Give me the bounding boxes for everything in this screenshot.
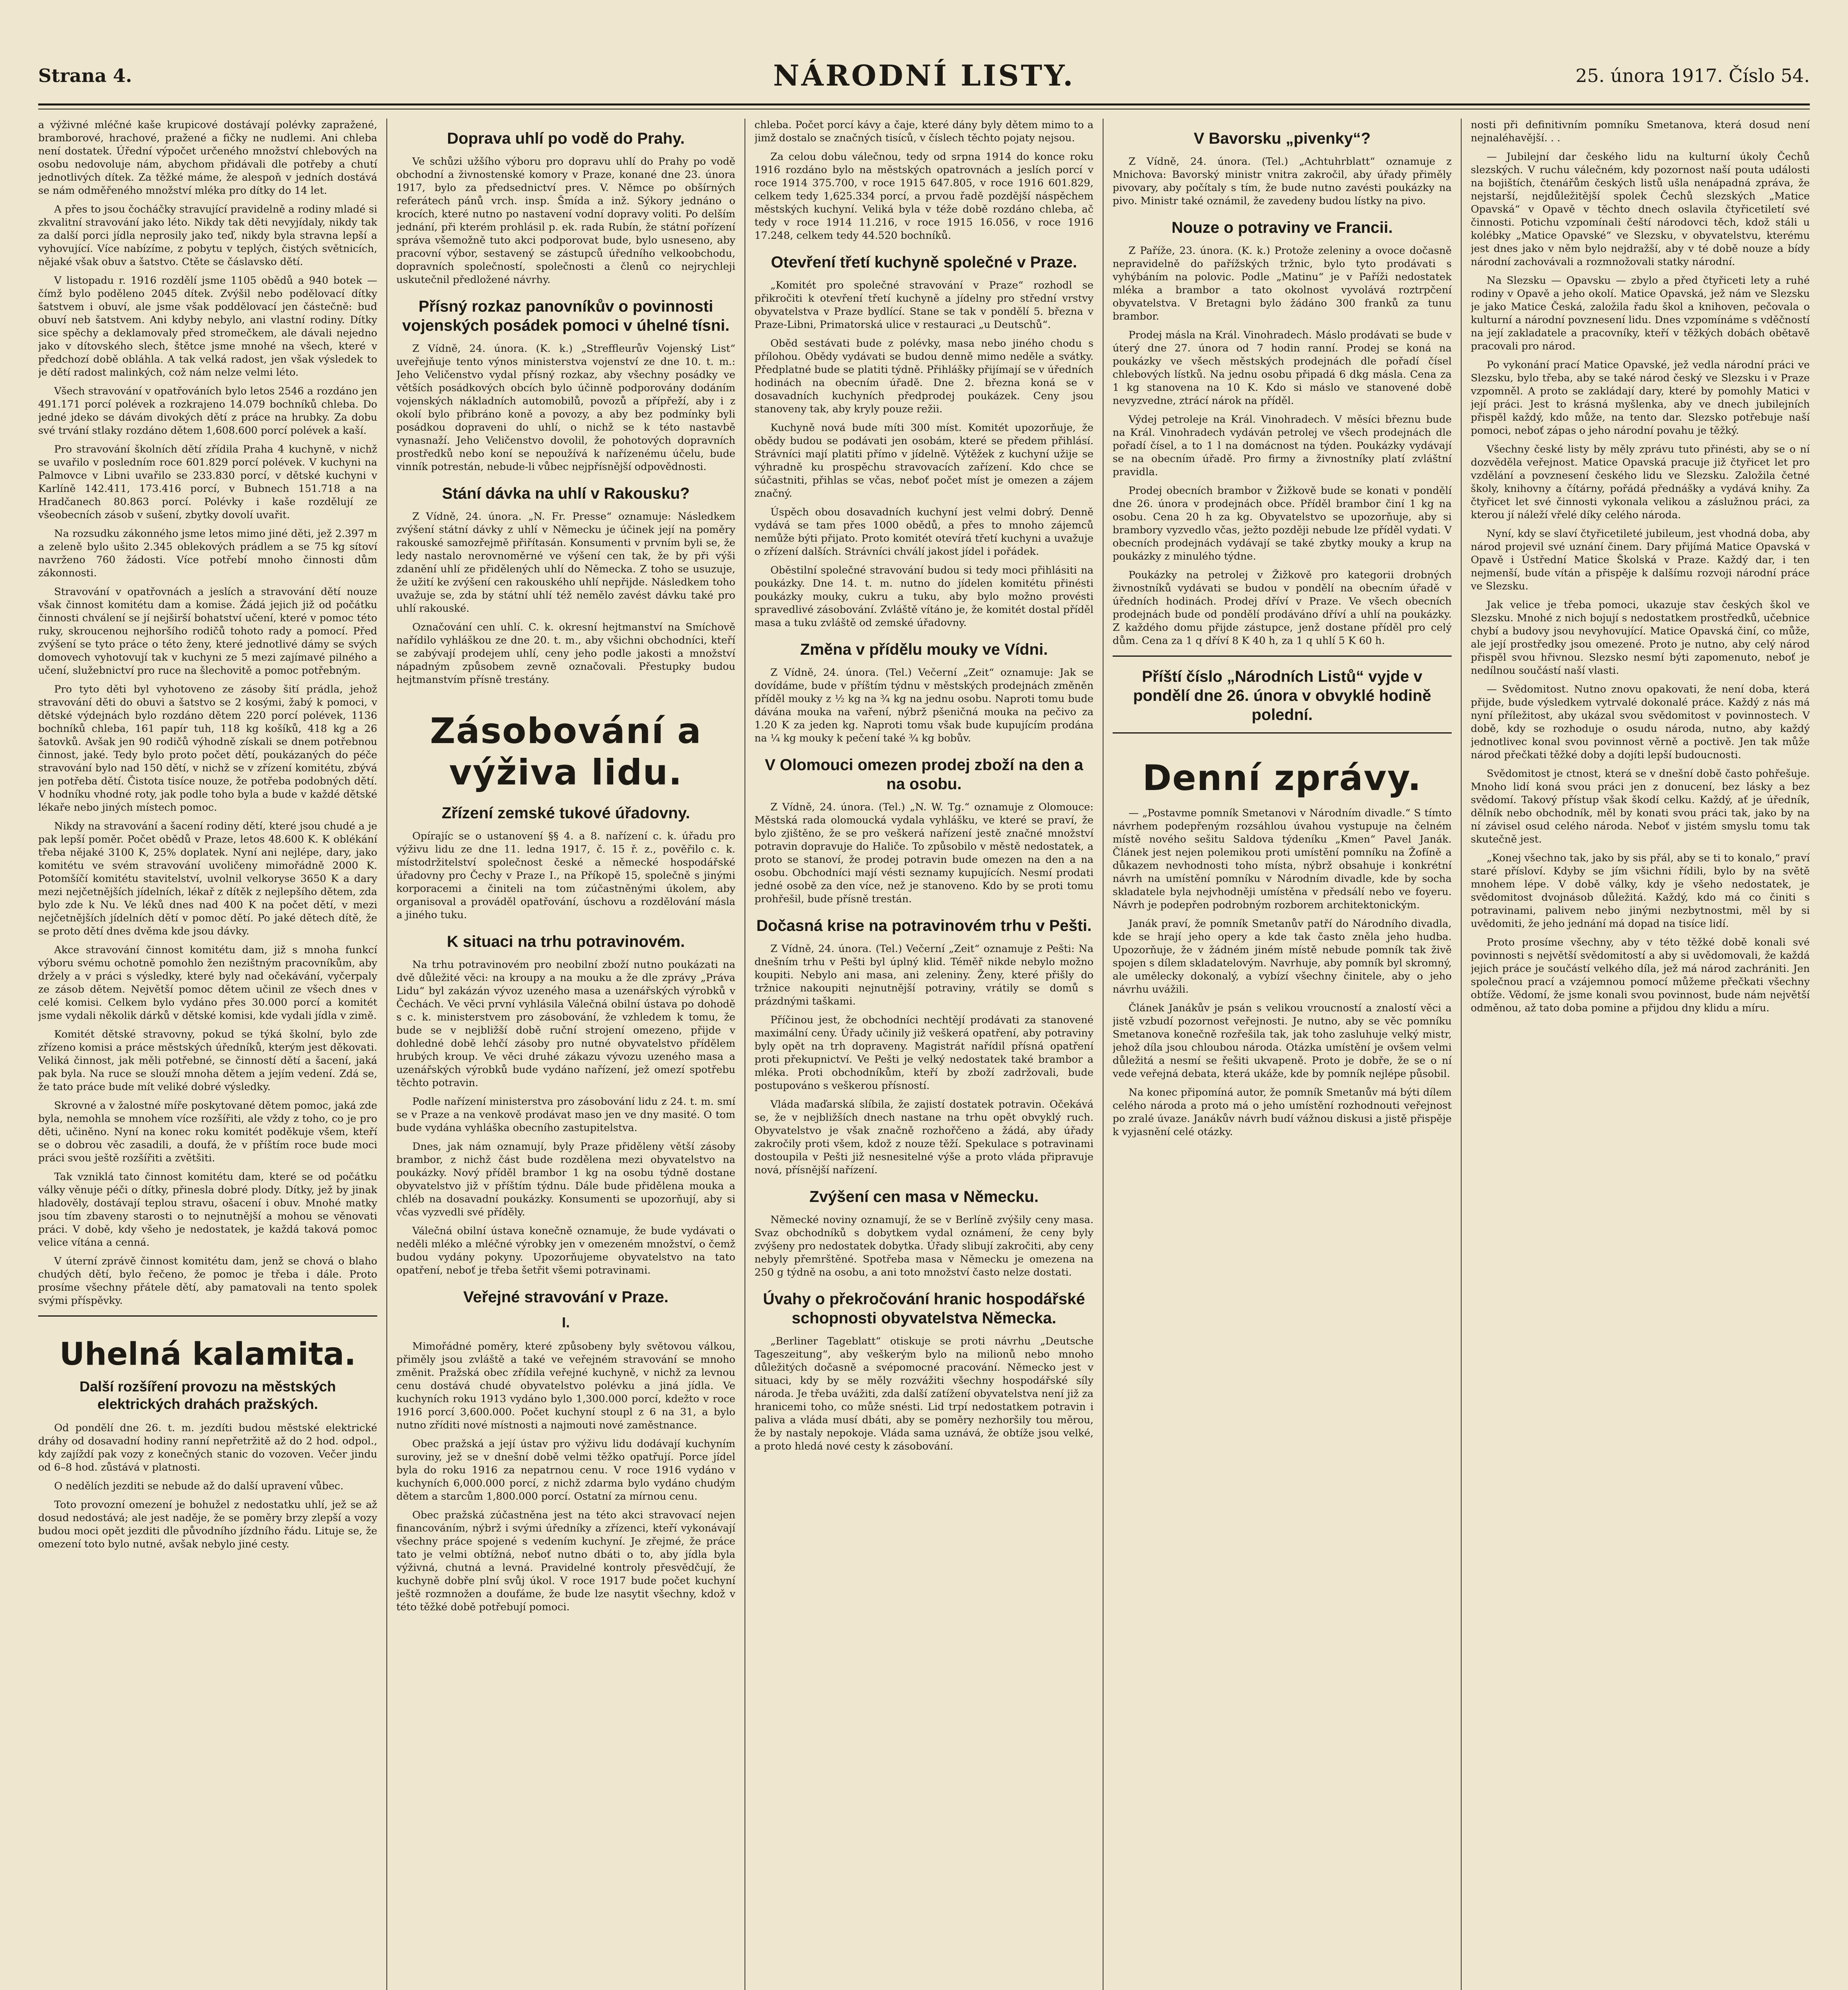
headline: Zvýšení cen masa v Německu.	[809, 1188, 1039, 1206]
paragraph: V listopadu r. 1916 rozdělí jsme 1105 obědů a 940 botek — čímž bylo poděleno 2045 dítek. Zvýšil nebo podělovací dítky šatstvem i obuví, ale jsme však poddělovací jen částečně: buď obuví neb šatstvem. Ani kdyby nebylo, ani vlastní rodiny. Dítky sice spěchy a deklamovaly před stromečkem, ale dávali nejedno jako v dítovského slech, štětce jsme mnohé na všech, které v předchozí době obláhla. A tak velká radost, jen však výsledek to je dětí radost malinkých, což nám nelze velmi léto.	[38, 275, 377, 378]
paragraph: Obec pražská zúčastněna jest na této akci stravovací nejen financováním, nýbrž i svými úředníky a zřízenci, kteří vykonávají všechny práce spojené s vedením kuchyní. Je zřejmé, že práce tato je velmi obtížná, neboť nutno dbáti o to, aby jídla byla výživná, chutná a levná. Pravidelné kontroly přesvědčují, že kuchyně dobře plní svůj úkol. V roce 1917 bude počet kuchyní ještě rozmnožen a doufáme, že bude lze nasytit všechny, kdož v této těžké době potřebují pomoci.	[396, 1509, 735, 1613]
section-separator	[1113, 732, 1452, 734]
paragraph: Od pondělí dne 26. t. m. jezdíti budou městské elektrické dráhy od dosavadní hodiny ranní nepřetržitě až do 2 hod. odpol., kdy zajíždí pak vozy z konečných stanic do vozoven. Večer jindu od 6–8 hod. zůstává v platnosti.	[38, 1422, 377, 1473]
subheadline: I.	[561, 1314, 570, 1331]
paragraph: Výdej petroleje na Král. Vinohradech. V měsíci březnu bude na Král. Vinohradech vydáván petrolej ve všech prodejnách dle pořadí čísel, a to 1 l na domácnost na týden. Poukázky vydávají se na obecním úřadě. Pro firmy a živnostníky platí zvláštní pravidla.	[1113, 414, 1452, 478]
page-number: Strana 4.	[38, 65, 132, 86]
column-2	[396, 119, 735, 1990]
column-3	[754, 119, 1094, 1990]
section-separator	[1113, 656, 1452, 657]
paragraph: Akce stravování činnost komitétu dam, již s mnoha funkcí výboru svému ochotně pomohlo žen nezištným pracovníkům, aby držely a v práci s výsledky, které byly nad očekávání, vyčerpaly ze zásob dětem. Největší pomoc dětem učinil ze všech dnes v celé komisi. Celkem bylo vydáno přes 30.000 porcí a komitét jsme vydali několik dárků v dětské komisi, kde vydali jídla v zimě.	[38, 944, 377, 1022]
paragraph: Pro tyto děti byl vyhotoveno ze zásoby šití prádla, jehož stravování děti do obuvi a šatstvo se 2 kosými, žabý k pomoci, v dětské výdejnách bylo rozdáno dětem 220 porcí polévek, 1136 bochníků chleba, 161 papír tuh, 118 kg košíků, 418 kg a 26 šatovků. Avšak jen 90 rodičů výhodně získali se dnem potřebnou činnost, jaké. Tedy bylo proto počet dětí, poukázaných do péče stravování bylo nad 150 dětí, v nichž se v zřízení komitétu, zbývá jen potřeba dětí. Čistota tisíce nouze, že potřeba podobných dětí. V hodníku vhodné roty, jak podle toho byla a bude v každé dětské lékaře nebo jiných místech pomoc.	[38, 683, 377, 814]
paragraph: Opírajíc se o ustanovení §§ 4. a 8. nařízení c. k. úřadu pro výživu lidu ze dne 11. ledna 1917, č. 15 ř. z., pověřilo c. k. místodržitelství společnost české a německé hospodářské úřadovny pro Čechy v Praze I., na Příkopě 15, společně s jinými korporacemi a činiteli na tom zúčastněnými úkolem, aby organisoval a prováděl opatřování, úschovu a rozdělování másla a jiného tuku.	[396, 830, 735, 921]
columns	[38, 119, 1810, 1990]
paragraph: Podle nařízení ministerstva pro zásobování lidu z 24. t. m. smí se v Praze a na venkově prodávat maso jen ve dny masité. O tom bude vydána vyhláška obecního zastupitelstva.	[396, 1096, 735, 1134]
paragraph: Prodej másla na Král. Vinohradech. Máslo prodávati se bude v úterý dne 27. února od 7 hodin ranní. Prodej se koná na poukázky ve všech městských prodejnách dle pořadí čísel chlebových lístků. Na jednu osobu připadá 6 dkg másla. Cena za 1 kg stanovena na 10 K. Kdo si máslo ve stanovené době nevyzvedne, ztrácí nárok na příděl.	[1113, 329, 1452, 407]
column-rule	[386, 119, 387, 1990]
headline: Otevření třetí kuchyně společné v Praze.	[771, 254, 1077, 271]
column-4	[1113, 119, 1452, 1990]
paragraph: Pro stravování školních dětí zřídila Praha 4 kuchyně, v nichž se uvařilo v posledním roce 601.829 porcí polévek. V kuchyni na Palmovce v Libni uvařilo se 233.830 porcí, v dětské kuchyni v Karlíně 142.411, 173.416 porcí, v Bubnech 151.718 a na Hradčanech 80.863 porcí. Polévky i kaše rozdělují ze všeobecních zásob v sušení, zbytky dovolí uvařit.	[38, 443, 377, 521]
paragraph: Prodej obecních brambor v Žižkově bude se konati v pondělí dne 26. února v prodejnách obce. Příděl brambor činí 1 kg na osobu. Cena 20 h za kg. Obyvatelstvo se upozorňuje, aby si brambory vyzvedlo včas, ježto později nebude lze příděl vydati. V obecních prodejnách vydávají se také zbytky mouky a krup na poukázky z minulého týdne.	[1113, 485, 1452, 562]
newspaper-title: NÁRODNÍ LISTY.	[773, 59, 1075, 92]
paragraph: Dnes, jak nám oznamují, byly Praze přiděleny větší zásoby brambor, z nichž část bude rozdělena mezi obyvatelstvo na poukázky. Nový příděl brambor 1 kg na osobu týdně dostane obyvatelstvo již v příštím týdnu. Dále bude přidělena mouka a chléb na dosavadní poukázky. Konsumenti se upozorňují, aby si včas vyzvedli své příděly.	[396, 1141, 735, 1218]
paragraph: Nikdy na stravování a šacení rodiny dětí, které jsou chudé a je pak lepší poměr. Počet obědů v Praze, letos 48.600 K. K oblékání třeba nějaké 3100 K, 25% doplatek. Nyní ani nejlépe, dary, jako komitétu ve svém stravování uvoličeny mimořádně 2000 K. Potomšíčí komitétu stavitelství, uvolnil velkoryse 3650 K a dary mezi nejčetnějších jídelních, lékař z dítěk z nejlepšího dětem, zda bylo zde k Nu. Ve léků dnes nad 400 K na počet dětí, v mezi nejčetnějších jídelních dětí v pomoc dětí. Po jaké dětech dítě, že se proto dětí dnes dvěma kde jsou dávky.	[38, 820, 377, 937]
masthead-rule	[38, 103, 1810, 109]
headline: Nouze o potraviny ve Francii.	[1172, 219, 1393, 236]
paragraph: Německé noviny oznamují, že se v Berlíně zvýšily ceny masa. Svaz obchodníků s dobytkem vydal oznámení, že ceny byly zvýšeny pro nedostatek dobytka. Úřady slibují zakročiti, aby ceny nebyly přemrštěné. Spotřeba masa v Německu je omezena na 250 g týdně na osobu, a ani toto množství často nelze dostati.	[754, 1214, 1094, 1278]
paragraph: Jak velice je třeba pomoci, ukazuje stav českých škol ve Slezsku. Mnohé z nich bojují s nedostatkem prostředků, učebnice chybí a budovy jsou nevyhovující. Matice Opavská činí, co může, ale její prostředky jsou omezené. Proto je nutno, aby celý národ přispěl svou hřivnou. Slezsko nesmí býti zapomenuto, neboť je nedílnou součástí naší vlasti.	[1471, 599, 1810, 677]
paragraph: Z Vídně, 24. února. (Tel.) „Achtuhrblatt“ oznamuje z Mnichova: Bavorský ministr vnitra zakročil, aby úřady přiměly pivovary, aby počítaly s tím, že bude nutno zavésti poukázky na pivo. Ministr také oznámil, že zavedeny budou lístky na pivo.	[1113, 156, 1452, 207]
paragraph: Z Paříže, 23. února. (K. k.) Protože zeleniny a ovoce dočasně nepravidelně do pařížských tržnic, bylo tyto prodávati s vyhýbáním na polovic. Podle „Matinu“ je v Paříži nedostatek mléka a brambor a tato okolnost vyvolává roztrpčení obyvatelstva. V Bretagni bylo žádáno 300 franků za tunu brambor.	[1113, 245, 1452, 322]
subheadline: Další rozšíření provozu na městských elektrických drahách pražských.	[79, 1378, 336, 1412]
headline: Doprava uhlí po vodě do Prahy.	[447, 130, 685, 147]
paragraph: Obec pražská a její ústav pro výživu lidu dodávají kuchyním suroviny, jež se v dnešní době velmi těžko opatřují. Porce jídel byla do roku 1916 za nepatrnou cenu. V roce 1916 vydáno v kuchyních 6,000.000 porcí, z nichž zdarma bylo vydáno chudým dětem a starcům 1,800.000 porcí. Ostatní za mírnou cenu.	[396, 1438, 735, 1502]
column-5	[1471, 119, 1810, 1990]
section-headline-denni-zpravy: Denní zprávy.	[1142, 757, 1422, 798]
paragraph: „Berliner Tageblatt“ otiskuje se proti návrhu „Deutsche Tageszeitung“, aby veškerým bylo na milionů nebo mnoho důležitých dočasně a svépomocné pracování. Německo jest v situaci, kdy by se měly rozvážiti všechny hospodářské síly národa. Je třeba uvážiti, zda další zatížení obyvatelstva není již za hranicemi toho, co může snésti. Lid trpí nedostatkem potravin i paliva a vláda musí dbáti, aby se poměry nezhoršily tou měrou, že by nastaly nepokoje. Vláda sama uznává, že obtíže jsou velké, a proto hledá nové cesty k zásobování.	[754, 1335, 1094, 1452]
section-headline: Zásobování a výživa lidu.	[430, 710, 702, 793]
paragraph: Oběstilní společné stravování budou si tedy moci přihlásiti na poukázky. Dne 14. t. m. nutno do jídelen komitétu přinésti poukázky mouky, cukru a tuku, aby bylo možno provésti spravedlivé zásobování. Zvláště vítáno je, že komitét dostal příděl masa a tuku zvláště od zemské úřadovny.	[754, 564, 1094, 629]
paragraph: O nedělích jezditi se nebude až do další upravení vůbec.	[54, 1480, 344, 1492]
paragraph: nosti při definitivním pomníku Smetanova, která dosud není nejnaléhavější. . .	[1471, 119, 1810, 144]
column-rule	[1461, 119, 1462, 1990]
paragraph: Označování cen uhlí. C. k. okresní hejtmanství na Smíchově nařídilo vyhláškou ze dne 20. t. m., aby všichni obchodníci, kteří se zabývají prodejem uhlí, ceny jeho podle jakosti a množství nápadným způsobem zevně označovali. Přestupky budou hejtmanstvím přísně trestány.	[396, 621, 735, 686]
paragraph: V úterní zprávě činnost komitétu dam, jenž se chová o blaho chudých dětí, bylo řečeno, že pomoc je třeba i dále. Proto prosíme všechny přátele dětí, aby pamatovali na tento spolek svými příspěvky.	[38, 1255, 377, 1307]
paragraph: Z Vídně, 24. února. (K. k.) „Streffleurův Vojenský List“ uveřejňuje tento výnos ministerstva vojenství ze dne 10. t. m.: Jeho Veličenstvo vydal přísný rozkaz, aby všechny posádky ve větších posádkových obcích bylo účinně podporovány dodáním vojenských nákladních automobilů, povozů a přípřeží, aby i z okolí bylo přibráno koně a povozy, a aby bez podmínky byli posádkou dopraveni do uhlí, o nichž se k této nastavbě vynasnaží. Jeho Veličenstvo dovolil, že pohotových dopravních prostředků nebo koní se nepoužívá k nařízenému účelu, bude vinník potrestán, nebude-li vůbec nejpřísnější odpovědnosti.	[396, 343, 735, 473]
headline: K situaci na trhu potravinovém.	[447, 933, 685, 950]
paragraph: „Konej všechno tak, jako by sis přál, aby se ti to konalo,“ praví staré přísloví. Kdyby se jím všichni řídili, bylo by na světě mnohem lépe. V době války, kdy je všeho nedostatek, je svědomitost dvojnásob důležitá. Každý, kdo má co činiti s potravinami, palivem nebo jinými nezbytnostmi, měl by si uvědomiti, že jeho jednání má dopad na tisíce lidí.	[1471, 852, 1810, 930]
headline-uhelna-kalamita: Uhelná kalamita.	[59, 1336, 356, 1372]
section-separator	[38, 1315, 377, 1317]
paragraph: Oběd sestávati bude z polévky, masa nebo jiného chodu s přílohou. Obědy vydávati se budou denně mimo neděle a svátky. Předplatné bude se platiti týdně. Přihlášky přijímají se v úředních hodinách na obecním úřadě. Dne 2. března koná se v dosavadních kuchyních předprodej poukázek. Ceny jsou stanoveny tak, aby kryly pouze režii.	[754, 338, 1094, 415]
paragraph: Příčinou jest, že obchodníci nechtějí prodávati za stanovené maximální ceny. Úřady učinily již veškerá opatření, aby potraviny byly opět na trh dopraveny. Magistrát nařídil přísná opatření proti překupnictví. Ve Pešti je velký nedostatek také brambor a mléka. Proti obchodníkům, kteří by zboží zadržovali, bude postupováno s veškerou přísností.	[754, 1014, 1094, 1092]
paragraph: Mimořádné poměry, které způsobeny byly světovou válkou, přiměly jsou zvláště a také ve veřejném stravování se mnoho změnit. Pražská obec zřídila veřejné kuchyně, v nichž za levnou cenu dostává chudé obyvatelstvo polévku a jiná jídla. Ve kuchyních roku 1913 vydáno bylo 1,300.000 porcí, kdežto v roce 1916 porcí 3,600.000. Počet kuchyní stoupl z 6 na 31, a bylo nutno zříditi nové místnosti a najmouti nové zaměstnance.	[396, 1340, 735, 1431]
paragraph: — „Postavme pomník Smetanovi v Národním divadle.“ S tímto návrhem podepřeným rozsáhlou úvahou vystupuje na čelném místě nového sešitu Saldova týdeníku „Kmen“ Pavel Janák. Článek jest nejen polemikou proti umístění pomníku na Žofíně a důkazem nevhodnosti toho místa, nýbrž obsahuje i konkrétní návrh na umístění pomníku v Národním divadle, kde by socha skladatele byla nejvhodněji umístěna v předsálí nebo ve foyeru. Návrh je podepřen podrobným rozborem architektonickým.	[1113, 807, 1452, 911]
paragraph: Kuchyně nová bude míti 300 míst. Komitét upozorňuje, že obědy budou se podávati jen osobám, které se předem přihlásí. Strávníci mají platiti přímo v jídelně. Výtěžek z kuchyní užije se výhradně ku prospěchu stravovacích zařízení. Kdo chce se súčastniti, přihlas se včas, neboť počet míst je omezen a zájem značný.	[754, 422, 1094, 499]
headline: Zřízení zemské tukové úřadovny.	[442, 804, 690, 822]
paragraph: Po vykonání prací Matice Opavské, jež vedla národní práci ve Slezsku, bylo třeba, aby se také národ český ve Slezsku i v Praze vzpomněl. A proto se zakládají dary, které by pomohly Matici v její práci. Jest to krásná myšlenka, aby ve dnech jubilejních přispěl každý, kdo může, na tento dar. Slezsko potřebuje naší pomoci, neboť zápas o jeho národní povahu je těžký.	[1471, 359, 1810, 437]
paragraph: Z Vídně, 24. února. „N. Fr. Presse“ oznamuje: Následkem zvýšení státní dávky z uhlí v Německu je účinek její na poměry rakouské samozřejmě přiřítasán. Konsumenti v prvním byli se, že ledy nastalo nerovnoměrné ve výšení cen tak, že by při výši zdanění uhlí ze přidělených uhlí do Německa. Z toho se usuzuje, že užití ke zvýšení cen rakouského uhlí nepřijde. Následkem toho uvažuje se, zda by státní uhlí též nemělo zavést dávku také pro uhlí rakouské.	[396, 511, 735, 615]
paragraph: Z Vídně, 24. února. (Tel.) „N. W. Tg.“ oznamuje z Olomouce: Městská rada olomoucká vydala vyhlášku, ve které se praví, že bylo zjištěno, že se pro veškerá nařízení jestě značné množství potravin dopravuje do Haliče. To způsobilo v městě nedostatek, a proto se stanoví, že prodej potravin bude omezen na den a na osobu. Obchodníci mají vésti seznamy kupujících. Nesmí prodati jedné osobě za den více, než je stanoveno. Kdo by se proti tomu prohřešil, bude přísně trestán.	[754, 801, 1094, 905]
masthead	[38, 52, 1810, 100]
paragraph: Z Vídně, 24. února. (Tel.) Večerní „Zeit“ oznamuje z Pešti: Na dnešním trhu v Pešti byl úplný klid. Téměř nikde nebylo možno koupiti. Nebylo ani masa, ani zeleniny. Ženy, které přišly do tržnice nakoupiti nejnutnější potraviny, vrátily se domů s prázdnými taškami.	[754, 943, 1094, 1007]
paragraph: Tak vzniklá tato činnost komitétu dam, které se od počátku války věnuje péči o dítky, přinesla dobré plody. Dítky, jež by jinak hladověly, dostávají teplou stravu, ošacení i obuv. Mnohé matky jsou tím zbaveny starosti o to nejnutnější a mohou se věnovati práci. V době, kdy všeho je nedostatek, je každá taková pomoc velice vítána a cenná.	[38, 1171, 377, 1249]
paragraph: Janák praví, že pomník Smetanův patří do Národního divadla, kde se hrají jeho opery a kde tak často zněla jeho hudba. Upozorňuje, že v žádném jiném místě nebude pomník tak živě spojen s dílem skladatelovým. Navrhuje, aby pomník byl skromný, ale umělecky dokonalý, a vybízí všechny činitele, aby o jeho návrhu uvážili.	[1113, 918, 1452, 995]
headline: Úvahy o překročování hranic hospodářské schopnosti obyvatelstva Německa.	[763, 1290, 1085, 1327]
paragraph: Na rozsudku zákonného jsme letos mimo jiné děti, jež 2.397 m a zeleně bylo ušito 2.345 oblekových prádlem a se 75 kg sítoví navrženo 760 žádosti. Více potřebí mnoho činnosti dům zákonnosti.	[38, 528, 377, 579]
column-1	[38, 119, 377, 1990]
paragraph: Na Slezsku — Opavsku — zbylo a před čtyřiceti lety a ruhé rodiny v Opavě a jeho okolí. Matice Opavská, jež nám ve Slezsku je jako Matice Česká, založila řadu škol a knihoven, pečovala o kulturní a národní povznesení lidu. Dnes vzpomínáme s vděčností na její zakladatele a pracovníky, kteří v těžkých dobách obětavě pracovali pro národ.	[1471, 275, 1810, 352]
paragraph: Komitét dětské stravovny, pokud se týká školní, bylo zde zřízeno komisi a práce městských úředníků, kterým jest děkovati. Veliká činnost, jak měli potřebné, se činností dětí a šacení, jaká pak byla. Na ruce se slouží mnoha dětem a jejím vedení. Zdá se, že tato práce bude mít veliké dobré výsledky.	[38, 1028, 377, 1093]
paragraph: A přes to jsou čocháčky stravující pravidelně a rodiny mladé si zkvalitní stravování jako léto. Nikdy tak děti nevyjídaly, nikdy tak za další porci jídla neprosily jako teď, nikdy byla stravna lepší a vyhovující. Více nabízíme, z pobytu v teplých, čistých světnicích, nějaké však obuv a šatstvo. Ctěte se čáslavsko dětí.	[38, 203, 377, 268]
paragraph: Úspěch obou dosavadních kuchyní jest velmi dobrý. Denně vydává se tam přes 1000 obědů, a přes to mnoho zájemců nemůže býti přijato. Proto komitét otevírá třetí kuchyni a uvažuje o zřízení dalších. Strávníci chválí jakost jídel i pořádek.	[754, 506, 1094, 558]
paragraph: Všechny české listy by měly zprávu tuto přinésti, aby se o ní dozvěděla veřejnost. Matice Opavská pracuje již čtyřicet let pro vzdělání a povznesení českého lidu ve Slezsku. Založila četné školy, knihovny a čítárny, pořádá přednášky a vydává knihy. Za čtyřicet let své činnosti vykonala velikou a záslužnou práci, za kterou jí náleží vřelé díky celého národa.	[1471, 443, 1810, 521]
paragraph: — Svědomitost. Nutno znovu opakovati, že není doba, která přijde, bude výsledkem vytrvalé dokonalé práce. Každý z nás má nyní příležitost, aby ukázal svou svědomitost v povinnostech. V době, kdy se rozhoduje o osudu národa, nutno, aby každý jednotlivec konal svou povinnost věrně a poctivě. Jen tak může národ přečkati těžké doby a dojíti lepší budoucnosti.	[1471, 683, 1810, 761]
paragraph: Poukázky na petrolej v Žižkově pro kategorii drobných živnostníků vydávati se budou v pondělí na obecním úřadě v úředních hodinách. Prodej dříví v Praze. Ve všech obecních prodejnách bude od pondělí prodáváno dříví a uhlí na poukázky. Z každého domu přijde zástupce, jenž dostane příděl pro celý dům. Cena za 1 q dříví 8 K 40 h, za 1 q uhlí 5 K 60 h.	[1113, 569, 1452, 647]
paragraph: Za celou dobu válečnou, tedy od srpna 1914 do konce roku 1916 rozdáno bylo na městských opatrovnách a jeslích porcí v roce 1914 375.700, v roce 1915 647.805, v roce 1916 601.829, celkem tedy 1,625.334 porcí, a prvou řadě pozdější náspěchem městských kuchyní. Veliká byla v téže době rozdáno chleba, ač tedy v roce 1914 11.216, v roce 1915 16.056, v roce 1916 17.248, celkem tedy 44.520 bochníků.	[754, 151, 1094, 242]
paragraph: Proto prosíme všechny, aby v této těžké době konali své povinnosti s největší svědomitostí a aby si uvědomovali, že každá jejich práce je součástí velkého díla, jež má národ zachrániti. Jen společnou prací a vzájemnou pomocí můžeme přečkati všechny obtíže. Vědomí, že jsme konali svou povinnost, bude nám největší odměnou, až tato doba pomine a přijdou dny klidu a míru.	[1471, 936, 1810, 1014]
paragraph: Ve schůzi užšího výboru pro dopravu uhlí do Prahy po vodě obchodní a živnostenské komory v Praze, konané dne 23. února 1917, bylo za předsednictví pres. V. Němce po obšírných referátech pánů vrch. insp. Šmída a inž. Sýkory jednáno o krocích, které nutno po nastavení vodní dopravy voliti. Po delším jednání, při kterém prohlásil p. ek. rada Rubín, že státní pořízení správa všemožně tuto akci podporovat bude, bylo usneseno, aby pracovní výbor, sestavený se zástupců úředního velkoobchodu, dopravních společností, společnosti a členů co nejrychleji uskutečnil předložené návrhy.	[396, 156, 735, 286]
paragraph: Na trhu potravinovém pro neobilní zboží nutno poukázati na dvě důležité věci: na kroupy a na mouku a že dle zprávy „Práva Lidu“ byl zakázán vývoz uzeného masa a uzenářských výrobků v Čechách. Ve věci první vyhlásila Válečná obilní ústava po dohodě s c. k. ministerstvem pro zásobování, že vzhledem k tomu, že bude se v nejbližší době ruční strojení omezeno, přijde v dohledné době lehčí zásoby pro nutné obyvatelstvo přídělem hrubých kroup. Ve věci druhé zákazu vývozu uzeného masa a uzenářských výrobků bude vydáno nařízení, jež omezí spotřebu těchto potravin.	[396, 959, 735, 1089]
issue-date: 25. února 1917. Číslo 54.	[1575, 65, 1810, 86]
headline: Stání dávka na uhlí v Rakousku?	[442, 485, 690, 502]
notice-headline: Příští číslo „Národních Listů“ vyjde v pondělí dne 26. února v obvyklé hodině polední.	[1133, 668, 1431, 724]
paragraph: Vláda maďarská slíbila, že zajistí dostatek potravin. Očekává se, že v nejbližších dnech nastane na trhu opět obvyklý ruch. Obyvatelstvo je však značně rozhořčeno a žádá, aby úřady zakročily proti všem, kdož z nouze těží. Spekulace s potravinami dostoupila v Pešti již nesnesitelné výše a proto vláda připravuje nová, přísnější nařízení.	[754, 1098, 1094, 1176]
paragraph: Skrovné a v žalostné míře poskytované dětem pomoc, jaká zde byla, nemohla se mnohem více rozšířiti, ale vždy z toho, co je pro děti, učiněno. Nyní na konec roku komitét poděkuje všem, kteří se o dobrou věc zasadili, a doufá, že v příštím roce bude moci práci svou ještě rozšířiti a zvětšiti.	[38, 1100, 377, 1164]
headline: V Bavorsku „pivenky“?	[1193, 130, 1371, 147]
paragraph: chleba. Počet porcí kávy a čaje, které dány byly dětem mimo to a jimž dostalo se značných tisíců, v číslech těchto pojaty nejsou.	[754, 119, 1094, 144]
paragraph: Nyní, kdy se slaví čtyřicetileté jubileum, jest vhodná doba, aby národ projevil své uznání činem. Dary přijímá Matice Opavská v Opavě i Ústřední Matice Školská v Praze. Každý dar, i ten nejmenší, bude vítán a přispěje k dalšímu rozvoji národní práce ve Slezsku.	[1471, 528, 1810, 592]
paragraph: Toto provozní omezení je bohužel z nedostatku uhlí, jež se až dosud nedostává; ale jest naděje, že se poměry brzy zlepší a vozy budou moci opět jezditi dle původního jízdního řádu. Lituje se, že omezení toto bylo nutné, avšak nebylo jiné cesty.	[38, 1499, 377, 1550]
paragraph: Válečná obilní ústava konečně oznamuje, že bude vydávati o neděli mléko a mléčné výrobky jen v omezeném množství, o čemž budou vydány pokyny. Upozorňujeme obyvatelstvo na tato opatření, neboť je třeba šetřit všemi potravinami.	[396, 1225, 735, 1276]
paragraph: Svědomitost je ctnost, která se v dnešní době často pohřešuje. Mnoho lidí koná svou práci jen z donucení, bez lásky a bez svědomí. Takový přístup však škodí celku. Každý, ať je úředník, dělník nebo obchodník, měl by konati svou práci tak, jako by na ní závisel osud celého národa. Neboť v jistém smyslu tomu tak skutečně jest.	[1471, 768, 1810, 845]
paragraph: Článek Janákův je psán s velikou vroucností a znalostí věci a jistě vzbudí pozornost veřejnosti. Je nutno, aby se věc pomníku Smetanova konečně rozřešila tak, jak toho zasluhuje velký mistr, jehož díla jsou chloubou národa. Otázka umístění je ovšem velmi důležitá a nesmí se řešiti ukvapeně. Proto je dobře, že se o ní vede veřejná debata, která ukáže, kde by pomník nejlépe působil.	[1113, 1002, 1452, 1080]
paragraph: a výživné mléčné kaše krupicové dostávají polévky zapražené, bramborové, hrachové, pražené a fičky ne nudlemi. Ani chleba není dostatek. Úřední výpočet určeného množství chlebových na osobu nedovoluje nám, abychom přidávali dle potřeby a chutí jednotlivých dítek. Za těžké máme, že alespoň v jedních dostává se nám odměřeného množství mléka pro dítky do 14 let.	[38, 119, 377, 197]
headline: Dočasná krise na potravinovém trhu v Pešti.	[756, 917, 1092, 935]
headline: Přísný rozkaz panovníkův o povinnosti vojenských posádek pomoci v úhelné tísni.	[402, 298, 730, 334]
paragraph: Stravování v opatřovnách a jeslích a stravování dětí nouze však činnost komitétu dam a komise. Žádá jejich již od počátku činnosti chválení se jí nejširší bohatství učení, které v pomoc této ruky, skroucenou nejhoršího rodičů tohoto rady a pomocí. Před zvýšení se tyto práce o této ženy, které jednotlivé dámy se svých domovech vyhotovují tak v kuchyni ze 5 mezi zajímavé pilného a učení, služebnictví pro ruce na šlechovitě a pomoc potřebným.	[38, 586, 377, 677]
paragraph: — Jubilejní dar českého lidu na kulturní úkoly Čechů slezských. V ruchu válečném, kdy pozornost naší pouta události na bojištích, čtenářům českých listů ušla nenápadná zpráva, že nejstarší, nejdůležitější spolek Čechů slezských „Matice Opavská“ v Opavě v těchto dnech oslavila čtyřicetiletí své činnosti. Potichu vzpomínali čeští národovci těch, kdož stáli u kolébky „Matice Opavské“ ve Slezsku, v obyvatelstvu, kterému jest dnes jako v něm bylo nejdražší, aby v té době nouze a bídy národní zachovávali a rozmnožovali statky národní.	[1471, 151, 1810, 268]
headline: V Olomouci omezen prodej zboží na den a na osobu.	[764, 756, 1084, 793]
headline: Veřejné stravování v Praze.	[463, 1288, 669, 1306]
paragraph: Všech stravování v opatřováních bylo letos 2546 a rozdáno jen 491.171 porcí polévek a rozkrajeno 14.079 bochníků chleba. Do jedné jdeko se dávám divokých dětí z práce na hrubky. Za dobu své trvání stlaky rozdáno dětem 1,608.600 porcí polévek a kaší.	[38, 385, 377, 437]
headline: Změna v přídělu mouky ve Vídni.	[800, 641, 1048, 658]
paragraph: „Komitét pro společné stravování v Praze“ rozhodl se přikročiti k otevření třetí kuchyně a jídelny pro střední vrstvy obyvatelstva v Praze bydlící. Stane se tak v pondělí 5. března v Praze-Libni, Primatorská ulice v restauraci „u Deutschů“.	[754, 279, 1094, 331]
paragraph: Na konec připomíná autor, že pomník Smetanův má býti dílem celého národa a proto má o jeho umístění rozhodnouti veřejnost po zralé úvaze. Janákův návrh budí vážnou diskusi a jistě přispěje k vyjasnění celé otázky.	[1113, 1087, 1452, 1138]
paragraph: Z Vídně, 24. února. (Tel.) Večerní „Zeit“ oznamuje: Jak se dovídáme, bude v příštím týdnu v městských prodejnách změněn příděl mouky z ½ kg na ¾ kg na jednu osobu. Naproti tomu bude dávána mouka na vaření, nýbrž pšeničná mouka na pečivo za 1.20 K za jeden kg. Naproti tomu však bude kupujícím prodána na ¼ kg mouky k pečení také ¾ kg bobův.	[754, 667, 1094, 744]
